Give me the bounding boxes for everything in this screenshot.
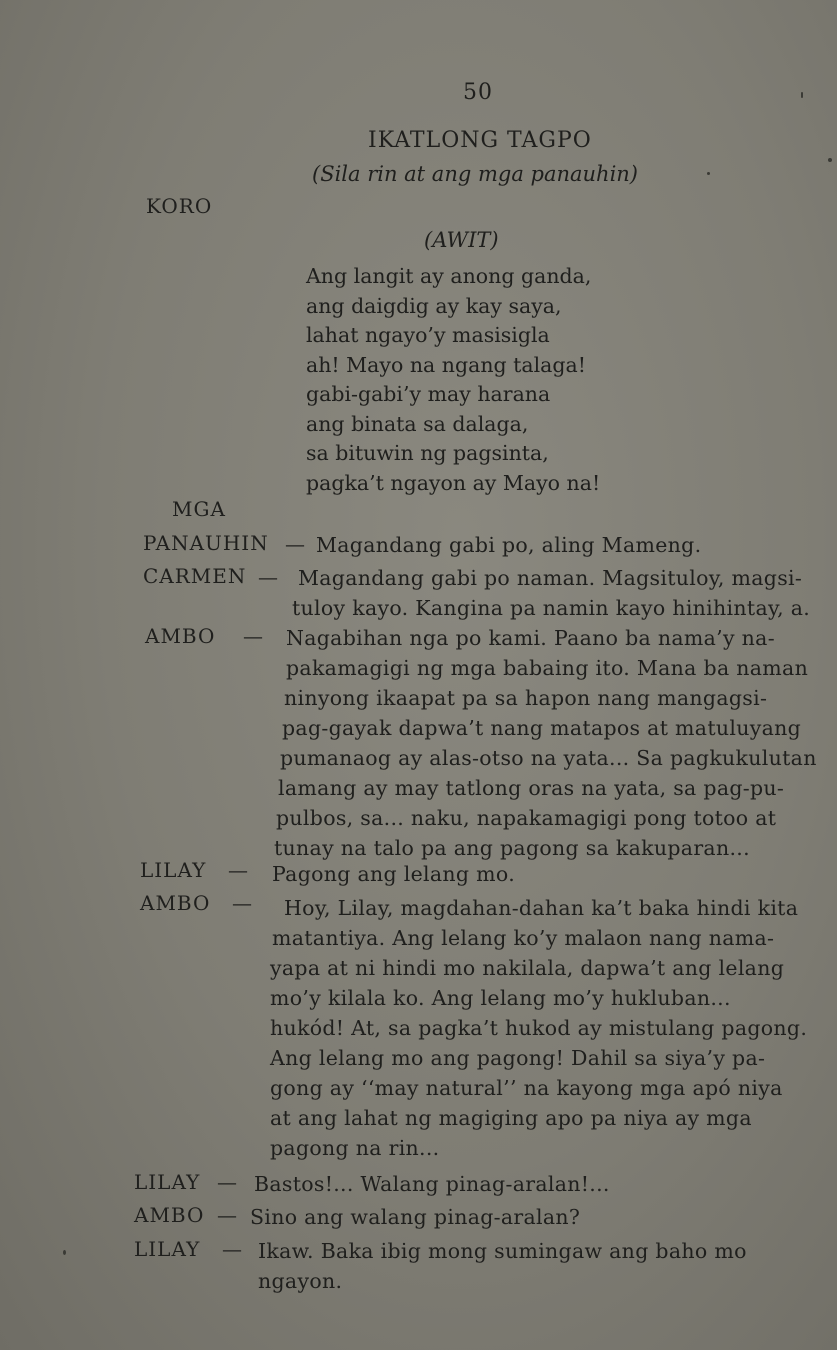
speaker-dash: — — [228, 858, 248, 882]
paper-speck — [801, 92, 803, 98]
lyric-line: sa bituwin ng pagsinta, — [306, 441, 549, 465]
dialogue-line: ngayon. — [258, 1269, 343, 1293]
lyric-line: gabi-gabi’y may harana — [306, 382, 551, 406]
speaker-dash: — — [258, 565, 278, 589]
speaker-label: AMBO — [145, 624, 216, 648]
dialogue-line: at ang lahat ng magiging apo pa niya ay mga — [270, 1106, 752, 1130]
lyric-line: Ang langit ay anong ganda, — [306, 264, 592, 288]
speaker-label: CARMEN — [143, 564, 247, 588]
dialogue-line: pulbos, sa... naku, napakamagigi pong totoo at — [276, 806, 777, 830]
speaker-label: AMBO — [140, 891, 211, 915]
song-label: (AWIT) — [424, 228, 499, 252]
speaker-dash: — — [217, 1203, 237, 1227]
speaker-dash: — — [217, 1170, 237, 1194]
lyric-line: ah! Mayo na ngang talaga! — [306, 352, 586, 377]
dialogue-line: Magandang gabi po, aling Mameng. — [316, 533, 702, 557]
dialogue-line: gong ay ‘‘may natural’’ na kayong mga apó niya — [270, 1076, 783, 1100]
dialogue-line: Ikaw. Baka ibig mong sumingaw ang baho mo — [258, 1239, 747, 1263]
dialogue-line: Nagabihan nga po kami. Paano ba nama’y na- — [286, 626, 775, 650]
speaker-label: MGA — [172, 497, 226, 521]
dialogue-line: Hoy, Lilay, magdahan-dahan ka’t baka hindi kita — [284, 896, 799, 920]
lyric-line: ang daigdig ay kay saya, — [306, 293, 562, 318]
speaker-dash: — — [232, 891, 252, 915]
paper-speck — [828, 158, 832, 162]
dialogue-line: pag-gayak dapwa’t nang matapos at matuluyang — [282, 716, 802, 740]
dialogue-line: hukód! At, sa pagka’t hukod ay mistulang pagong. — [270, 1016, 808, 1040]
dialogue-line: Magandang gabi po naman. Magsituloy, magsi- — [298, 566, 803, 590]
chorus-speaker: KORO — [146, 194, 213, 218]
speaker-label: LILAY — [134, 1170, 201, 1194]
dialogue-line: pumanaog ay alas-otso na yata... Sa pagkukulutan — [280, 746, 817, 770]
paper-speck — [63, 1250, 66, 1255]
dialogue-line: tuloy kayo. Kangina pa namin kayo hinihintay, a. — [292, 596, 811, 620]
dialogue-line: Pagong ang lelang mo. — [272, 862, 516, 886]
dialogue-line: Bastos!... Walang pinag-aralan!... — [254, 1172, 610, 1196]
speaker-label: PANAUHIN — [143, 531, 269, 555]
dialogue-line: yapa at ni hindi mo nakilala, dapwa’t ang lelang — [270, 956, 785, 980]
lyric-line: pagka’t ngayon ay Mayo na! — [306, 470, 601, 495]
dialogue-line: pakamagigi ng mga babaing ito. Mana ba naman — [286, 656, 809, 680]
page-number: 50 — [463, 80, 493, 105]
dialogue-line: lamang ay may tatlong oras na yata, sa pag-pu- — [278, 776, 785, 800]
speaker-dash: — — [222, 1237, 242, 1261]
lyric-line: ang binata sa dalaga, — [306, 411, 529, 436]
speaker-label: LILAY — [134, 1237, 201, 1261]
lyric-line: lahat ngayo’y masisigla — [306, 323, 550, 347]
dialogue-line: Ang lelang mo ang pagong! Dahil sa siya’y pa- — [270, 1046, 766, 1070]
song-lyrics — [306, 262, 600, 498]
dialogue-line: mo’y kilala ko. Ang lelang mo’y hukluban... — [270, 986, 731, 1010]
speaker-dash: — — [243, 624, 263, 648]
dialogue-line: ninyong ikaapat pa sa hapon nang mangagsi- — [284, 686, 768, 710]
scene-title: IKATLONG TAGPO — [368, 128, 592, 153]
scene-subtitle: (Sila rin at ang mga panauhin) — [312, 162, 639, 186]
dialogue-line: pagong na rin... — [270, 1136, 440, 1160]
paper-speck — [707, 172, 710, 175]
speaker-dash: — — [285, 532, 305, 556]
dialogue-line: Sino ang walang pinag-aralan? — [250, 1205, 581, 1229]
speaker-label: AMBO — [134, 1203, 205, 1227]
dialogue-line: tunay na talo pa ang pagong sa kakuparan... — [274, 836, 750, 860]
speaker-label: LILAY — [140, 858, 207, 882]
dialogue-line: matantiya. Ang lelang ko’y malaon nang nama- — [272, 926, 775, 950]
